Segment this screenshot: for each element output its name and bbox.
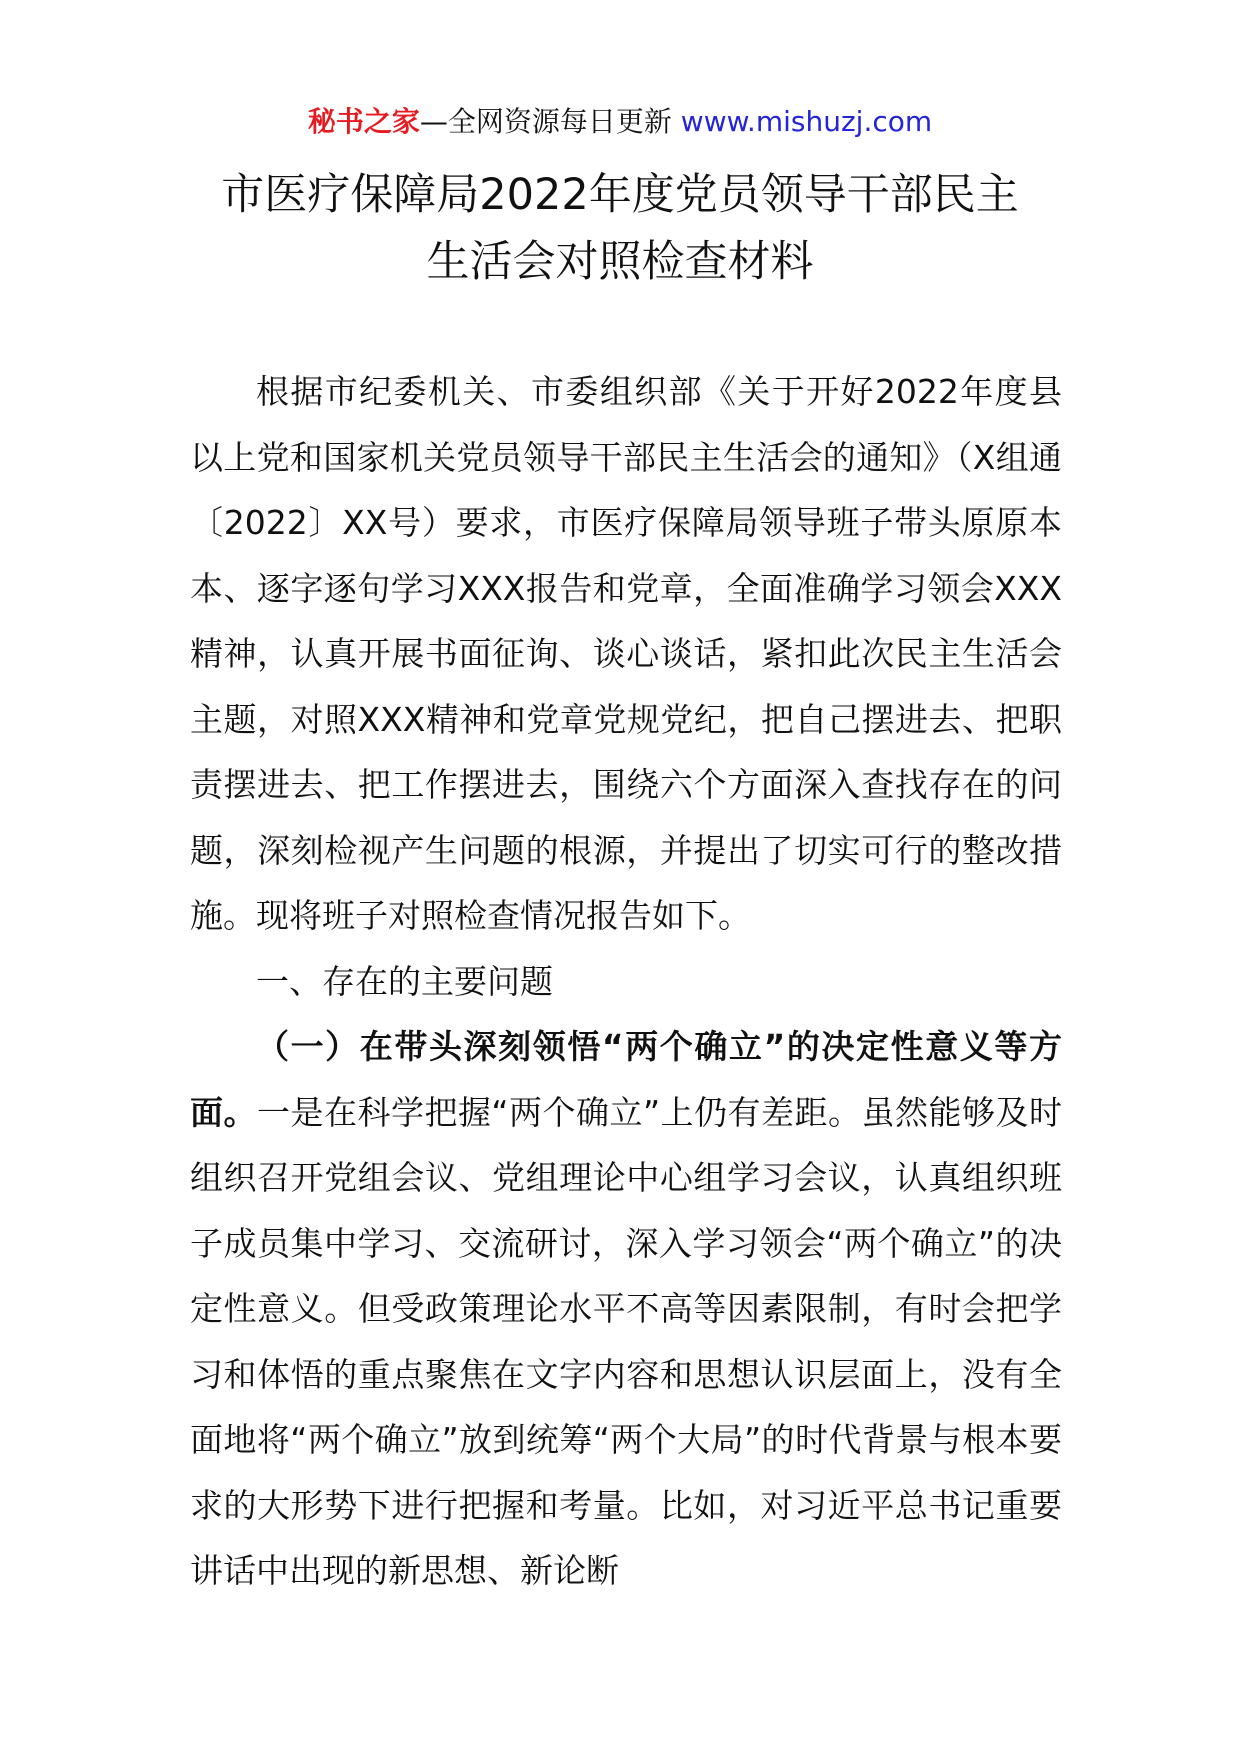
site-url-link[interactable]: www.mishuzj.com	[680, 105, 933, 138]
document-body	[190, 359, 1062, 1604]
subsection-body: 一是在科学把握“两个确立”上仍有差距。虽然能够及时组织召开党组会议、党组理论中心组学习会议，认真组织班子成员集中学习、交流研讨，深入学习领会“两个确立”的决定性意义。但受政策理论水平不高等因素限制，有时会把学习和体悟的重点聚焦在文字内容和思想认识层面上，没有全面地将“两个确立”放到统筹“两个大局”的时代背景与根本要求的大形势下进行把握和考量。比如，对习近平总书记重要讲话中出现的新思想、新论断	[190, 1092, 1062, 1590]
title-line-2: 生活会对照检查材料	[426, 237, 814, 287]
brand-name: 秘书之家	[307, 105, 420, 138]
site-header	[0, 102, 1240, 142]
intro-paragraph: 根据市纪委机关、市委组织部《关于开好2022年度县以上党和国家机关党员领导干部民主生活会的通知》（X组通〔2022〕XX号）要求，市医疗保障局领导班子带头原原本本、逐字逐句学习XXX报告和党章，全面准确学习领会XXX精神，认真开展书面征询、谈心谈话，紧扣此次民主生活会主题，对照XXX精神和党章党规党纪，把自己摆进去、把职责摆进去、把工作摆进去，围绕六个方面深入查找存在的问题，深刻检视产生问题的根源，并提出了切实可行的整改措施。现将班子对照检查情况报告如下。	[190, 372, 1062, 935]
title-line-1: 市医疗保障局2022年度党员领导干部民主	[221, 170, 1019, 220]
subsection-paragraph	[190, 1014, 1062, 1604]
document-title	[150, 162, 1090, 296]
section-heading: 一、存在的主要问题	[256, 961, 553, 1001]
subsection-heading: （一）在带头深刻领悟“两个确立”的决定性意义等方面。	[190, 1027, 1062, 1132]
header-tagline: —全网资源每日更新	[419, 105, 672, 138]
